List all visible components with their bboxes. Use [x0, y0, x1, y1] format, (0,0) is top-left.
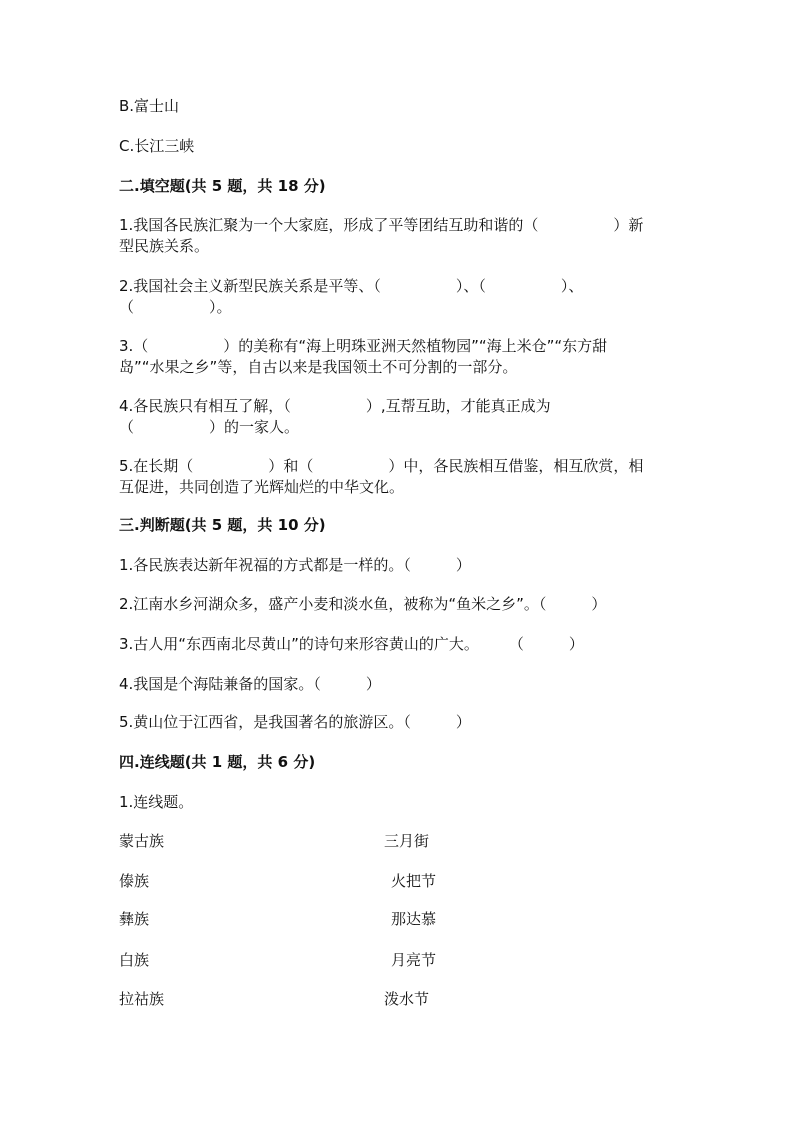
- section-title-matching: 四.连线题(共 1 题，共 6 分): [119, 753, 316, 771]
- fill-q1-line2: 型民族关系。: [119, 237, 210, 255]
- judge-q3: 3.古人用“东西南北尽黄山”的诗句来形容黄山的广大。 （ ）: [119, 635, 584, 653]
- match-left-item: 拉祜族: [119, 990, 165, 1008]
- judge-q4: 4.我国是个海陆兼备的国家。（ ）: [119, 675, 381, 693]
- judge-q2: 2.江南水乡河湖众多，盛产小麦和淡水鱼，被称为“鱼米之乡”。（ ）: [119, 595, 607, 613]
- match-left-item: 白族: [119, 951, 150, 969]
- fill-q1-line1: 1.我国各民族汇聚为一个大家庭，形成了平等团结互助和谐的（ ）新: [119, 216, 644, 234]
- fill-q3-line2: 岛”“水果之乡”等，自古以来是我国领土不可分割的一部分。: [119, 358, 518, 376]
- match-right-item: 泼水节: [384, 990, 430, 1008]
- judge-q1: 1.各民族表达新年祝福的方式都是一样的。（ ）: [119, 556, 471, 574]
- option-b: B.富士山: [119, 97, 180, 115]
- fill-q5-line1: 5.在长期（ ）和（ ）中，各民族相互借鉴，相互欣赏，相: [119, 457, 644, 475]
- fill-q4-line2: （ ）的一家人。: [119, 418, 300, 436]
- match-right-item: 三月街: [384, 832, 430, 850]
- section-title-fill-blank: 二.填空题(共 5 题，共 18 分): [119, 177, 326, 195]
- match-left-item: 蒙古族: [119, 832, 165, 850]
- match-q1: 1.连线题。: [119, 793, 194, 811]
- match-right-item: 那达慕: [391, 910, 437, 928]
- judge-q5: 5.黄山位于江西省，是我国著名的旅游区。（ ）: [119, 713, 471, 731]
- fill-q4-line1: 4.各民族只有相互了解，（ ）,互帮互助，才能真正成为: [119, 397, 551, 415]
- match-left-item: 彝族: [119, 910, 150, 928]
- option-c: C.长江三峡: [119, 137, 195, 155]
- match-left-item: 傣族: [119, 872, 150, 890]
- match-right-item: 火把节: [391, 872, 437, 890]
- match-right-item: 月亮节: [391, 951, 437, 969]
- fill-q3-line1: 3.（ ）的美称有“海上明珠亚洲天然植物园”“海上米仓”“东方甜: [119, 337, 608, 355]
- fill-q5-line2: 互促进，共同创造了光辉灿烂的中华文化。: [119, 478, 405, 496]
- fill-q2-line1: 2.我国社会主义新型民族关系是平等、（ ）、（ ）、: [119, 277, 584, 295]
- section-title-true-false: 三.判断题(共 5 题，共 10 分): [119, 516, 326, 534]
- fill-q2-line2: （ ）。: [119, 298, 232, 316]
